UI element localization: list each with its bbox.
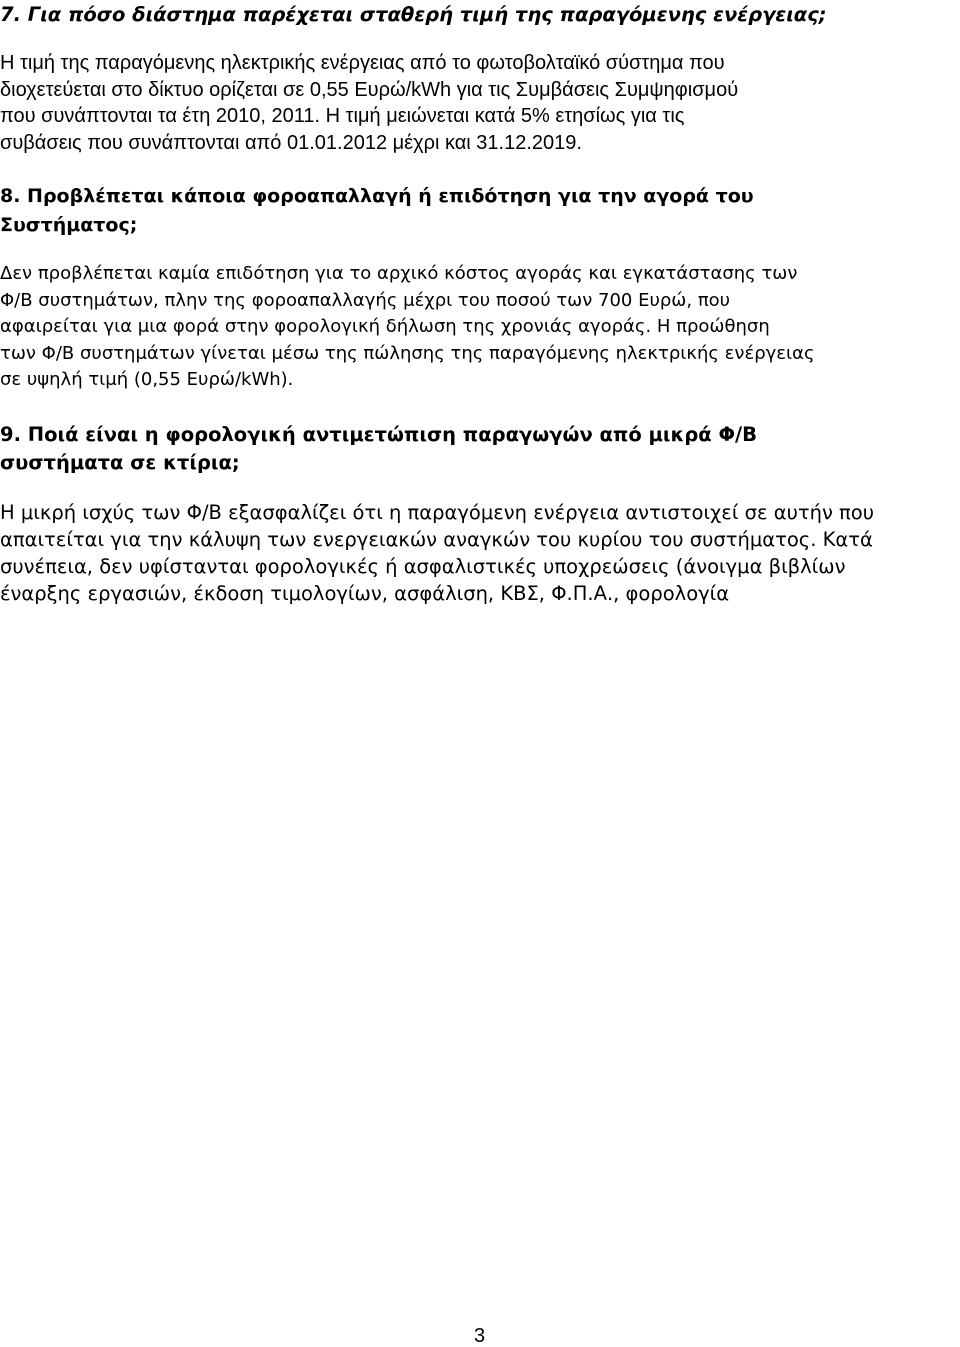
answer-line: συβάσεις που συνάπτονται από 01.01.2012 μέχρι και 31.12.2019. [0, 131, 582, 154]
answer-line: που συνάπτονται τα έτη 2010, 2011. Η τιμή μειώνεται κατά 5% ετησίως για τις [0, 105, 685, 127]
answer-line: συνέπεια, δεν υφίστανται φορολογικές ή ασφαλιστικές υποχρεώσεις (άνοιγμα βιβλίων [0, 555, 846, 578]
question-7-answer [0, 50, 958, 156]
question-8-answer [0, 261, 958, 394]
question-7-title: 7. Για πόσο διάστημα παρέχεται σταθερή τιμή της παραγόμενης ενέργειας; [0, 3, 827, 26]
answer-line: σε υψηλή τιμή (0,55 Ευρώ/kWh). [0, 369, 294, 390]
question-9-answer [0, 499, 958, 607]
page-number: 3 [474, 1325, 486, 1347]
title-line: συστήματα σε κτίρια; [0, 451, 240, 474]
title-line: Συστήματος; [0, 214, 138, 236]
answer-line: Η μικρή ισχύς των Φ/Β εξασφαλίζει ότι η παραγόμενη ενέργεια αντιστοιχεί σε αυτήν που [0, 501, 875, 524]
answer-line: αφαιρείται για μια φορά στην φορολογική δήλωση της χρονιάς αγοράς. Η προώθηση [0, 316, 770, 337]
answer-line: Η τιμή της παραγόμενης ηλεκτρικής ενέργειας από το φωτοβολταϊκό σύστημα που [0, 52, 725, 74]
title-line: 8. Προβλέπεται κάποια φοροαπαλλαγή ή επιδότηση για την αγορά του [0, 185, 754, 207]
answer-line: έναρξης εργασιών, έκδοση τιμολογίων, ασφάλιση, ΚΒΣ, Φ.Π.Α., φορολογία [0, 582, 730, 605]
answer-line: Δεν προβλέπεται καμία επιδότηση για το αρχικό κόστος αγοράς και εγκατάστασης των [0, 263, 798, 284]
question-9-title [0, 421, 958, 477]
answer-line: απαιτείται για την κάλυψη των ενεργειακών αναγκών του κυρίου του συστήματος. Κατά [0, 528, 873, 551]
answer-line: των Φ/Β συστημάτων γίνεται μέσω της πώλησης της παραγόμενης ηλεκτρικής ενέργειας [0, 342, 815, 364]
answer-line: διοχετεύεται στο δίκτυο ορίζεται σε 0,55 Ευρώ/kWh για τις Συμβάσεις Συμψηφισμού [0, 78, 739, 101]
answer-line: Φ/Β συστημάτων, πλην της φοροαπαλλαγής μέχρι του ποσού των 700 Ευρώ, που [0, 289, 731, 311]
question-8-title [0, 182, 958, 240]
title-line: 9. Ποιά είναι η φορολογική αντιμετώπιση παραγωγών από μικρά Φ/Β [0, 423, 758, 446]
